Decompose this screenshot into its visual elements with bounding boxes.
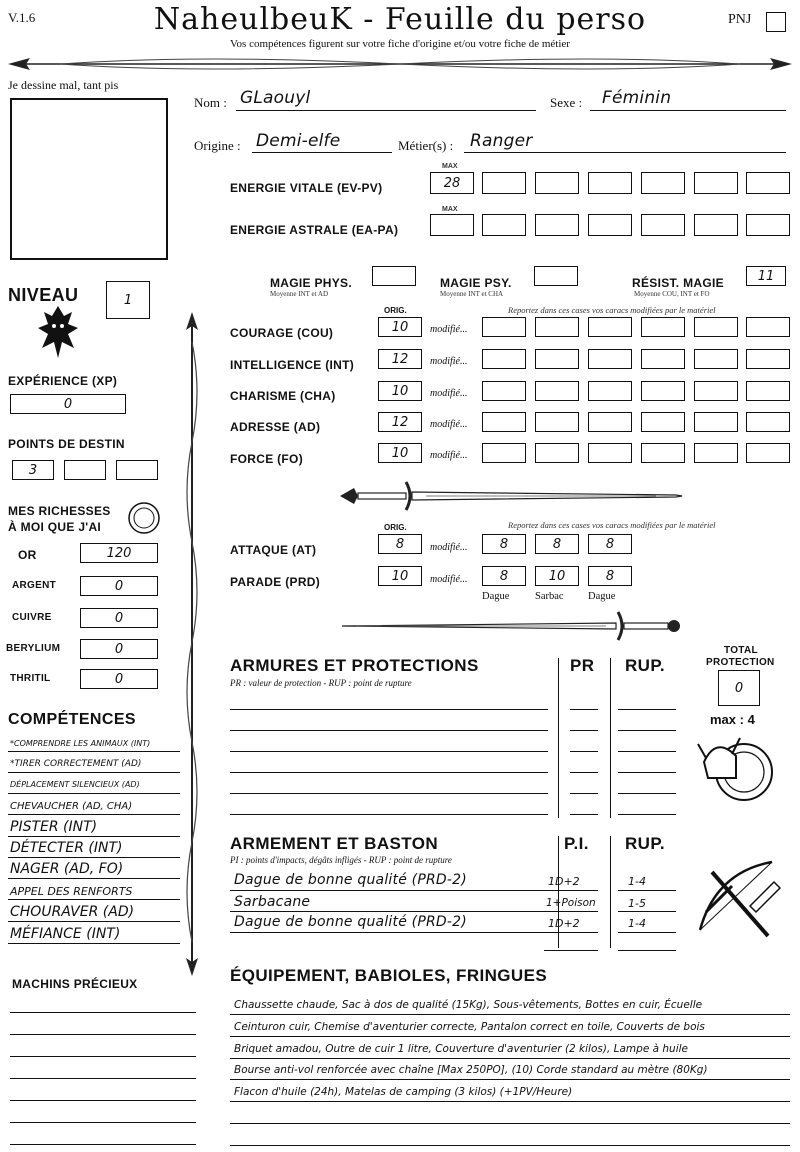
machins-line	[10, 1122, 196, 1123]
weapon-pi[interactable]: 1D+2	[548, 917, 580, 930]
origine-value[interactable]: Demi-elfe	[256, 131, 341, 151]
armor-row-line	[570, 793, 598, 794]
equipment-line[interactable]: Bourse anti-vol renforcée avec chaîne [Max 250PO], (10) Corde standard au mètre (80Kg)	[234, 1064, 708, 1076]
ev-box-1[interactable]	[482, 172, 526, 194]
skill-item: MÉFIANCE (INT)	[10, 926, 121, 942]
parade-mod-3[interactable]: 8	[588, 566, 632, 586]
stat-ad-label: ADRESSE (AD)	[230, 420, 321, 434]
resist-magie-box[interactable]: 11	[746, 266, 786, 286]
attaque-mod-2[interactable]: 8	[535, 534, 579, 554]
stat-cha-mod-3[interactable]	[588, 381, 632, 401]
armor-divider-1	[558, 658, 559, 818]
skill-item: *COMPRENDRE LES ANIMAUX (INT)	[10, 739, 151, 748]
stat-ad-mod-2[interactable]	[535, 412, 579, 432]
armor-row-line	[230, 793, 548, 794]
combat-note: Reportez dans ces cases vos caracs modifiées par le matériel	[508, 520, 716, 530]
armor-row-line	[230, 751, 548, 752]
equipement-title: ÉQUIPEMENT, BABIOLES, FRINGUES	[230, 966, 548, 985]
nom-value[interactable]: GLaouyl	[240, 88, 311, 108]
resist-magie-sub: Moyenne COU, INT et FO	[634, 290, 710, 298]
weapon-rup[interactable]: 1-5	[628, 897, 646, 910]
ev-box-6[interactable]	[746, 172, 790, 194]
origine-label: Origine :	[194, 138, 241, 153]
skill-line	[8, 878, 180, 879]
weapon-pi[interactable]: 1+Poison	[546, 897, 596, 909]
skill-item: APPEL DES RENFORTS	[10, 885, 133, 898]
skill-item: *TIRER CORRECTEMENT (AD)	[10, 759, 142, 769]
ea-box-1[interactable]	[482, 214, 526, 236]
wealth-thritil-label: THRITIL	[10, 673, 51, 684]
stat-cou-mod-2[interactable]	[535, 317, 579, 337]
magie-phys-box[interactable]	[372, 266, 416, 286]
sexe-value[interactable]: Féminin	[602, 88, 672, 108]
equipment-rule	[230, 1145, 790, 1146]
wealth-argent-label: ARGENT	[12, 580, 57, 591]
armor-row-line	[570, 814, 598, 815]
stat-int-orig[interactable]: 12	[378, 349, 422, 369]
stat-ad-mod-5[interactable]	[694, 412, 738, 432]
wealth-thritil-box[interactable]: 0	[80, 669, 158, 689]
max-protection-text: max : 4	[710, 712, 755, 727]
skill-item: PISTER (INT)	[10, 819, 98, 835]
wealth-cuivre-label: CUIVRE	[12, 612, 52, 623]
stat-ad-mod-4[interactable]	[641, 412, 685, 432]
skill-item: DÉPLACEMENT SILENCIEUX (AD)	[10, 780, 140, 789]
stat-int-mod-4[interactable]	[641, 349, 685, 369]
metier-label: Métier(s) :	[398, 138, 454, 153]
sexe-line	[590, 110, 786, 111]
skill-line	[8, 943, 180, 944]
staff-ornament	[180, 312, 204, 976]
dragon-icon	[32, 302, 84, 364]
armor-row-line	[230, 709, 548, 710]
equipment-rule	[230, 1014, 790, 1015]
stat-fo-modifie: modifié...	[430, 450, 468, 461]
wealth-or-box[interactable]: 120	[80, 543, 158, 563]
parade-orig[interactable]: 10	[378, 566, 422, 586]
attaque-orig[interactable]: 8	[378, 534, 422, 554]
equipment-rule	[230, 1036, 790, 1037]
armor-divider-2	[610, 658, 611, 818]
stat-cha-label: CHARISME (CHA)	[230, 389, 336, 403]
sexe-label: Sexe :	[550, 95, 583, 110]
wealth-cuivre-box[interactable]: 0	[80, 608, 158, 628]
magie-psy-box[interactable]	[534, 266, 578, 286]
armor-row-line	[230, 730, 548, 731]
stat-ad-modifie: modifié...	[430, 419, 468, 430]
stat-cou-mod-3[interactable]	[588, 317, 632, 337]
stats-note: Reportez dans ces cases vos caracs modifiées par le matériel	[508, 305, 716, 315]
weapon-rup[interactable]: 1-4	[628, 917, 646, 930]
weapon-row-line	[544, 932, 598, 933]
armor-row-line	[618, 793, 676, 794]
ea-max-label: MAX	[442, 206, 458, 213]
attaque-mod-1[interactable]: 8	[482, 534, 526, 554]
armor-row-line	[230, 772, 548, 773]
skill-item: NAGER (AD, FO)	[10, 861, 124, 877]
stat-cou-mod-5[interactable]	[694, 317, 738, 337]
armor-pr-header: PR	[570, 656, 595, 675]
pnj-label: PNJ	[728, 12, 752, 27]
machins-line	[10, 1100, 196, 1101]
armor-row-line	[618, 751, 676, 752]
nom-label: Nom :	[194, 95, 227, 110]
skill-line	[8, 857, 180, 858]
weapon-row-line	[618, 950, 676, 951]
combat-orig-label: ORIG.	[384, 523, 407, 532]
total-protection-label-2: PROTECTION	[706, 657, 775, 668]
stat-fo-mod-3[interactable]	[588, 443, 632, 463]
metier-value[interactable]: Ranger	[470, 131, 533, 151]
magie-psy-sub: Moyenne INT et CHA	[440, 290, 504, 298]
wealth-berylium-box[interactable]: 0	[80, 639, 158, 659]
armor-row-line	[230, 814, 548, 815]
stats-orig-label: ORIG.	[384, 306, 407, 315]
ea-box-4[interactable]	[641, 214, 685, 236]
stat-int-mod-1[interactable]	[482, 349, 526, 369]
stat-cou-mod-4[interactable]	[641, 317, 685, 337]
attaque-mod-3[interactable]: 8	[588, 534, 632, 554]
xp-box[interactable]: 0	[10, 394, 126, 414]
skill-item: CHEVAUCHER (AD, CHA)	[10, 801, 133, 812]
stat-int-mod-5[interactable]	[694, 349, 738, 369]
skill-item: DÉTECTER (INT)	[10, 840, 123, 856]
stat-fo-mod-2[interactable]	[535, 443, 579, 463]
armor-row-line	[570, 730, 598, 731]
stat-fo-orig[interactable]: 10	[378, 443, 422, 463]
ev-box-4[interactable]	[641, 172, 685, 194]
weapon-row-line	[230, 932, 548, 933]
stat-cha-orig[interactable]: 10	[378, 381, 422, 401]
sword-icon	[336, 478, 686, 514]
armures-title: ARMURES ET PROTECTIONS	[230, 656, 479, 675]
richesses-label-2: À MOI QUE J'AI	[8, 520, 102, 534]
destin-box-1[interactable]: 3	[12, 460, 54, 480]
ea-max-box[interactable]	[430, 214, 474, 236]
armor-row-line	[570, 772, 598, 773]
equipment-line[interactable]: Ceinturon cuir, Chemise d'aventurier correcte, Pantalon correct en toile, Couverts de bois	[234, 1021, 705, 1033]
stat-cha-mod-4[interactable]	[641, 381, 685, 401]
version-label: V.1.6	[8, 10, 36, 25]
ev-box-2[interactable]	[535, 172, 579, 194]
nom-line	[236, 110, 536, 111]
page-title: NaheulbeuK - Feuille du perso	[153, 2, 647, 37]
attaque-modifie: modifié...	[430, 542, 468, 553]
weapon-name[interactable]: Sarbacane	[234, 894, 311, 910]
stat-ad-orig[interactable]: 12	[378, 412, 422, 432]
stat-ad-mod-3[interactable]	[588, 412, 632, 432]
armor-row-line	[618, 730, 676, 731]
stat-ad-mod-1[interactable]	[482, 412, 526, 432]
portrait-caption: Je dessine mal, tant pis	[8, 78, 119, 92]
stat-cha-modifie: modifié...	[430, 388, 468, 399]
weapon-name[interactable]: Dague de bonne qualité (PRD-2)	[234, 914, 467, 930]
total-protection-label-1: TOTAL	[724, 645, 758, 656]
ea-box-3[interactable]	[588, 214, 632, 236]
magie-psy-label: MAGIE PSY.	[440, 276, 512, 290]
weapon-label-3: Dague	[588, 591, 616, 602]
equipment-rule	[230, 1123, 790, 1124]
parade-mod-1[interactable]: 8	[482, 566, 526, 586]
armor-row-line	[570, 709, 598, 710]
helmet-shield-icon	[696, 728, 786, 808]
ev-box-5[interactable]	[694, 172, 738, 194]
parade-modifie: modifié...	[430, 574, 468, 585]
ev-box-3[interactable]	[588, 172, 632, 194]
niveau-label: NIVEAU	[8, 285, 79, 305]
stat-fo-mod-4[interactable]	[641, 443, 685, 463]
magie-phys-sub: Moyenne INT et AD	[270, 290, 328, 298]
equipment-line[interactable]: Briquet amadou, Outre de cuir 1 litre, Couverture d'aventurier (2 kilos), Lampe à huile	[234, 1043, 688, 1055]
wealth-or-label: OR	[18, 548, 37, 562]
stat-int-label: INTELLIGENCE (INT)	[230, 358, 355, 372]
armures-sub: PR : valeur de protection - RUP : point de rupture	[230, 678, 412, 688]
spear-ornament	[0, 52, 800, 76]
stat-int-modifie: modifié...	[430, 356, 468, 367]
skill-line	[8, 751, 180, 752]
weapon-row-line	[618, 890, 676, 891]
weapon-row-line	[618, 932, 676, 933]
destin-box-3[interactable]	[116, 460, 158, 480]
stat-cha-mod-5[interactable]	[694, 381, 738, 401]
armor-row-line	[618, 772, 676, 773]
coin-icon	[126, 500, 162, 536]
ea-box-6[interactable]	[746, 214, 790, 236]
origine-line	[252, 152, 392, 153]
weapon-row-line	[544, 950, 598, 951]
stat-fo-mod-1[interactable]	[482, 443, 526, 463]
weapons-icon	[692, 852, 788, 948]
weapon-name[interactable]: Dague de bonne qualité (PRD-2)	[234, 872, 467, 888]
stat-cha-mod-6[interactable]	[746, 381, 790, 401]
skill-line	[8, 814, 180, 815]
armor-rup-header: RUP.	[625, 656, 666, 675]
ea-box-2[interactable]	[535, 214, 579, 236]
xp-label: EXPÉRIENCE (XP)	[8, 374, 118, 388]
machins-line	[10, 1056, 196, 1057]
competences-title: COMPÉTENCES	[8, 711, 136, 728]
stat-cou-modifie: modifié...	[430, 324, 468, 335]
ea-box-5[interactable]	[694, 214, 738, 236]
skill-line	[8, 836, 180, 837]
weapon-row-line	[230, 890, 548, 891]
stat-ad-mod-6[interactable]	[746, 412, 790, 432]
stat-int-mod-6[interactable]	[746, 349, 790, 369]
weapon-label-1: Dague	[482, 591, 510, 602]
attaque-label: ATTAQUE (AT)	[230, 543, 317, 557]
ev-max-label: MAX	[442, 163, 458, 170]
machins-line	[10, 1078, 196, 1079]
niveau-box[interactable]: 1	[106, 281, 150, 319]
parade-label: PARADE (PRD)	[230, 575, 321, 589]
equipment-rule	[230, 1058, 790, 1059]
equipment-line[interactable]: Chaussette chaude, Sac à dos de qualité (15Kg), Sous-vêtements, Bottes en cuir, Écuelle	[234, 999, 703, 1011]
weapons-pi-header: P.I.	[564, 834, 589, 853]
weapon-pi[interactable]: 1D+2	[548, 875, 580, 888]
sword-icon	[336, 608, 686, 644]
armor-row-line	[618, 814, 676, 815]
page-subtitle: Vos compétences figurent sur votre fiche d'origine et/ou votre fiche de métier	[230, 38, 570, 50]
stat-cou-label: COURAGE (COU)	[230, 326, 334, 340]
armor-row-line	[570, 751, 598, 752]
machins-line	[10, 1012, 196, 1013]
stat-fo-mod-6[interactable]	[746, 443, 790, 463]
magie-phys-label: MAGIE PHYS.	[270, 276, 352, 290]
stat-cou-mod-1[interactable]	[482, 317, 526, 337]
weapon-row-line	[230, 911, 548, 912]
stat-cou-mod-6[interactable]	[746, 317, 790, 337]
equipment-rule	[230, 1101, 790, 1102]
armement-sub: PI : points d'impacts, dégâts infligés - RUP : point de rupture	[230, 855, 452, 865]
weapon-row-line	[544, 911, 598, 912]
stat-int-mod-2[interactable]	[535, 349, 579, 369]
richesses-label-1: MES RICHESSES	[8, 504, 111, 518]
parade-mod-2[interactable]: 10	[535, 566, 579, 586]
skill-line	[8, 921, 180, 922]
weapon-row-line	[544, 890, 598, 891]
weapon-rup[interactable]: 1-4	[628, 875, 646, 888]
armement-title: ARMEMENT ET BASTON	[230, 834, 439, 853]
equipment-line[interactable]: Flacon d'huile (24h), Matelas de camping (3 kilos) (+1PV/Heure)	[234, 1086, 573, 1098]
weapon-label-2: Sarbac	[535, 591, 564, 602]
metier-line	[464, 152, 786, 153]
ev-max-box[interactable]: 28	[430, 172, 474, 194]
ea-label: ENERGIE ASTRALE (EA-PA)	[230, 223, 399, 237]
machins-title: MACHINS PRÉCIEUX	[12, 977, 138, 991]
stat-fo-mod-5[interactable]	[694, 443, 738, 463]
skill-line	[8, 899, 180, 900]
machins-line	[10, 1144, 196, 1145]
stat-cha-mod-2[interactable]	[535, 381, 579, 401]
ev-label: ENERGIE VITALE (EV-PV)	[230, 181, 383, 195]
stat-cou-orig[interactable]: 10	[378, 317, 422, 337]
machins-line	[10, 1034, 196, 1035]
skill-line	[8, 772, 180, 773]
destin-box-2[interactable]	[64, 460, 106, 480]
skill-line	[8, 793, 180, 794]
armor-row-line	[618, 709, 676, 710]
resist-magie-label: RÉSIST. MAGIE	[632, 276, 724, 290]
stat-fo-label: FORCE (FO)	[230, 452, 303, 466]
skill-item: CHOURAVER (AD)	[10, 904, 135, 920]
weapons-divider-2	[610, 836, 611, 948]
stat-int-mod-3[interactable]	[588, 349, 632, 369]
wealth-argent-box[interactable]: 0	[80, 576, 158, 596]
weapons-rup-header: RUP.	[625, 834, 666, 853]
equipment-rule	[230, 1079, 790, 1080]
weapon-row-line	[618, 911, 676, 912]
total-protection-box[interactable]: 0	[718, 670, 760, 706]
portrait-box[interactable]	[10, 98, 168, 260]
pnj-checkbox[interactable]	[766, 12, 786, 32]
stat-cha-mod-1[interactable]	[482, 381, 526, 401]
destin-label: POINTS DE DESTIN	[8, 437, 125, 451]
wealth-berylium-label: BERYLIUM	[6, 643, 61, 654]
